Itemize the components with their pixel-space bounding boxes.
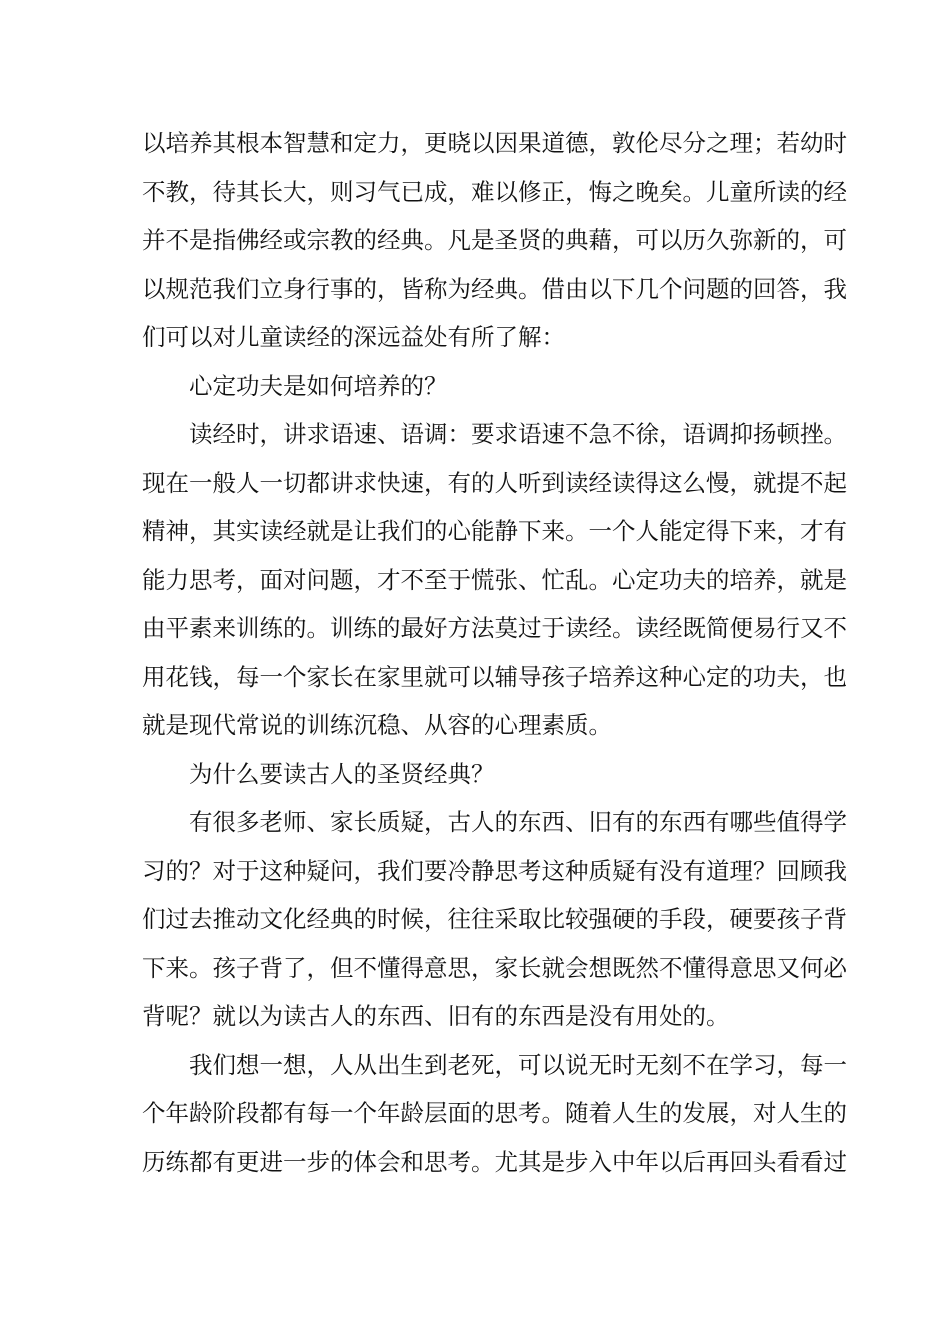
text-line: 背呢？就以为读古人的东西、旧有的东西是没有用处的。 (142, 1002, 730, 1030)
text-line: 下来。孩子背了，但不懂得意思，家长就会想既然不懂得意思又何必 (142, 953, 847, 982)
text-line: 由平素来训练的。训练的最好方法莫过于读经。读经既简便易行又不 (142, 614, 847, 642)
text-line: 有很多老师、家长质疑，古人的东西、旧有的东西有哪些值得学 (189, 808, 847, 836)
text-line: 就是现代常说的训练沉稳、从容的心理素质。 (142, 711, 612, 739)
section-question: 为什么要读古人的圣贤经典？ (189, 759, 495, 788)
text-line: 个年龄阶段都有每一个年龄层面的思考。随着人生的发展，对人生的 (142, 1099, 847, 1127)
body-text (142, 119, 847, 1186)
text-line: 历练都有更进一步的体会和思考。尤其是步入中年以后再回头看看过 (142, 1147, 847, 1176)
text-line: 用花钱，每一个家长在家里就可以辅导孩子培养这种心定的功夫，也 (142, 662, 847, 691)
text-line: 不教，待其长大，则习气已成，难以修正，悔之晚矣。儿童所读的经 (142, 177, 847, 206)
text-line: 习的？对于这种疑问，我们要冷静思考这种质疑有没有道理？回顾我 (142, 856, 847, 885)
text-line: 们过去推动文化经典的时候，往往采取比较强硬的手段，硬要孩子背 (142, 905, 847, 933)
text-line: 我们想一想，人从出生到老死，可以说无时无刻不在学习，每一 (189, 1050, 847, 1079)
text-line: 们可以对儿童读经的深远益处有所了解： (142, 323, 565, 351)
text-line: 以培养其根本智慧和定力，更晓以因果道德，敦伦尽分之理；若幼时 (142, 129, 847, 157)
text-line: 精神，其实读经就是让我们的心能静下来。一个人能定得下来，才有 (142, 517, 847, 545)
text-line: 现在一般人一切都讲求快速，有的人听到读经读得这么慢，就提不起 (142, 468, 847, 497)
text-line: 读经时，讲求语速、语调：要求语速不急不徐，语调抑扬顿挫。 (189, 420, 847, 448)
section-question: 心定功夫是如何培养的？ (189, 371, 448, 400)
text-line: 能力思考，面对问题，才不至于慌张、忙乱。心定功夫的培养，就是 (142, 565, 847, 594)
text-line: 以规范我们立身行事的，皆称为经典。借由以下几个问题的回答，我 (142, 274, 847, 303)
text-line: 并不是指佛经或宗教的经典。凡是圣贤的典藉，可以历久弥新的，可 (142, 226, 847, 254)
